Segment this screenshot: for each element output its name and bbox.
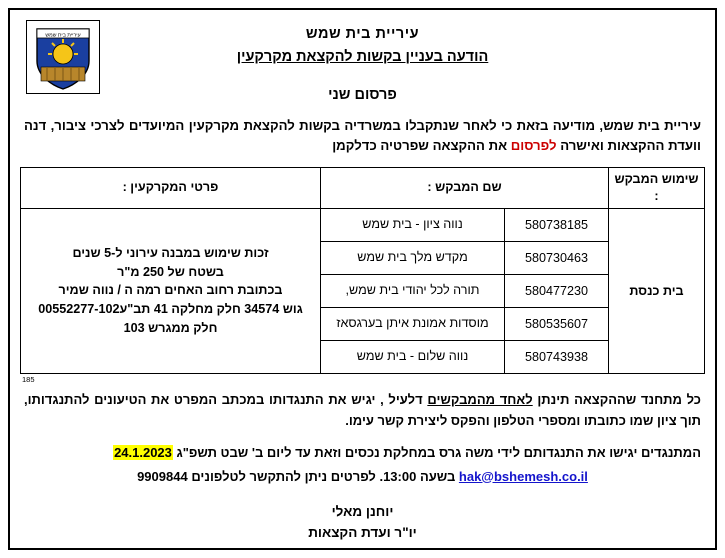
cell-applicant-number: 580477230 <box>505 274 609 307</box>
detail-line-4: גוש 34574 חלק מחלקה 41 תב"ע00552277-102 חלק ממגרש 103 <box>38 302 303 336</box>
page-title: הודעה בעניין בקשות להקצאת מקרקעין <box>236 48 489 65</box>
cell-applicant-number: 580535607 <box>505 307 609 340</box>
cell-applicant-number: 580743938 <box>505 340 609 373</box>
detail-line-3: בכתובת רחוב האחים רמה ה / נווה שמיר <box>58 283 283 298</box>
objection-paragraph <box>20 390 705 432</box>
city-name: עיריית בית שמש <box>305 26 420 42</box>
cell-applicant-number: 580738185 <box>505 208 609 241</box>
intro-highlight-word: לפרסום <box>510 138 557 154</box>
submission-text-part1: המתנגדים יגישו את התנגדותם לידי משה גרס במחלקת נכסים וזאת עד ליום ב' שבט תשפ"ג <box>176 444 701 460</box>
submission-line-1 <box>24 442 701 464</box>
allocation-table <box>20 167 705 374</box>
signature-name: יוחנן מאלי <box>331 503 394 519</box>
cell-use-value: בית כנסת <box>609 208 705 373</box>
cell-applicant-name: נווה ציון - בית שמש <box>321 208 505 241</box>
submission-line-2 <box>24 466 701 488</box>
objection-text-part2: דלעיל , יגיש את התנגדותו במכתב המפרט את הטיעונים להתנגדותו, תוך ציון שמו כתובתו ומספרי הטלפון והפקס ליצירת קשר עימו. <box>24 391 701 428</box>
cell-applicant-name: מקדש מלך בית שמש <box>321 241 505 274</box>
intro-paragraph <box>20 116 705 157</box>
deadline-date: 24.1.2023 <box>114 444 172 460</box>
cell-applicant-name: תורה לכל יהודי בית שמש, <box>321 274 505 307</box>
signature-role: יו"ר ועדת הקצאות <box>308 524 417 540</box>
footnote-number: 185 <box>22 374 35 384</box>
column-header-use: שימוש המבקש : <box>609 167 705 208</box>
column-header-detail: פרטי המקרקעין : <box>21 167 321 208</box>
title-block <box>20 18 705 103</box>
intro-text-part1: עיריית בית שמש, מודיעה בזאת כי לאחר שנתקבלו במשרדיה בקשות להקצאת מקרקעין המיועדים לצרכי ציבור, דנה וועדת ההקצאות ואישרה <box>24 118 701 154</box>
document-header <box>20 18 705 104</box>
cell-property-detail <box>21 208 321 373</box>
submission-paragraph <box>20 442 705 488</box>
document-sheet <box>8 8 717 550</box>
cell-applicant-number: 580730463 <box>505 241 609 274</box>
detail-line-2: בשטח של 250 מ"ר <box>117 264 224 279</box>
objection-emphasis: לאחד מהמבקשים <box>427 391 533 407</box>
document-body <box>20 18 705 542</box>
contact-email-link[interactable]: hak@bshemesh.co.il <box>458 468 588 484</box>
submission-text-part2: בשעה 13:00. לפרטים ניתן להתקשר לטלפונים 9909844 <box>137 468 459 484</box>
cell-applicant-name: נווה שלום - בית שמש <box>321 340 505 373</box>
cell-applicant-name: מוסדות אמונת איתן בערגסאז <box>321 307 505 340</box>
svg-text:עיריית בית שמש: עיריית בית שמש <box>45 32 81 39</box>
publication-number: פרסום שני <box>328 86 397 103</box>
column-header-name: שם המבקש : <box>321 167 609 208</box>
signature-block <box>20 502 705 544</box>
table-row <box>21 208 705 241</box>
detail-line-1: זכות שימוש במבנה עירוני ל-5 שנים <box>72 245 269 260</box>
city-emblem-icon <box>26 20 100 94</box>
intro-text-part2: את ההקצאה שפרטיה כדלקמן <box>332 138 511 154</box>
objection-text-part1: כל מתחנד שההקצאה תינתן <box>532 391 701 407</box>
table-header-row <box>21 167 705 208</box>
